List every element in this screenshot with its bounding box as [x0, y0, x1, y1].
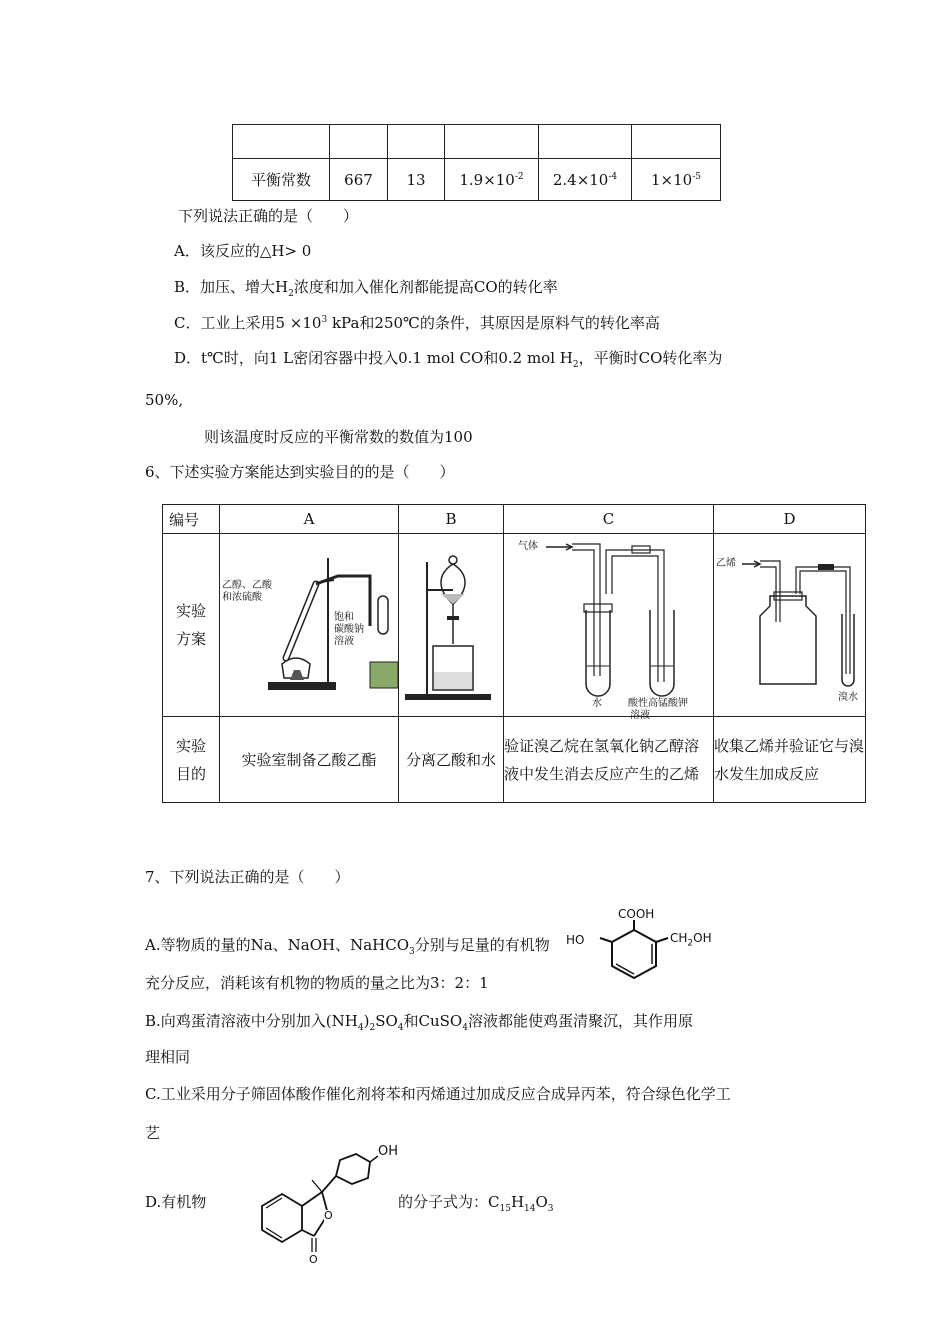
- table-cell: [445, 125, 539, 159]
- fig-a-label: 饱和: [334, 612, 354, 623]
- table-cell: [388, 125, 445, 159]
- q5-option-d-last: 则该温度时反应的平衡常数的数值为100: [204, 428, 473, 446]
- fig-d-label: 乙烯: [716, 558, 736, 569]
- k-value: $2.4\times 10^{-4}$: [539, 159, 632, 201]
- figure-c: [504, 534, 714, 721]
- row-label: 实验方案: [163, 534, 220, 717]
- header-cell: B: [399, 505, 504, 534]
- experiment-table: [162, 504, 866, 803]
- fig-a-label: 和浓硫酸: [222, 592, 262, 603]
- fig-c-label: 气体: [518, 541, 538, 552]
- mol-a-label: $CH_2OH$: [670, 931, 712, 949]
- purpose-b: 分离乙酸和水: [399, 717, 504, 803]
- esterification-apparatus: [220, 534, 398, 712]
- q5-option-d-cont: 50%,: [145, 391, 184, 409]
- header-cell: 编号: [163, 505, 220, 534]
- header-cell: C: [504, 505, 714, 534]
- mol-d-label: OH: [378, 1144, 399, 1159]
- k-value: 667: [330, 159, 388, 201]
- k-value: $1\times 10^{-5}$: [632, 159, 721, 201]
- header-cell: D: [714, 505, 866, 534]
- row-label: 实验目的: [163, 717, 220, 803]
- q5-option-b: B．加压、增大$H_2$浓度和加入催化剂都能提高CO的转化率: [174, 278, 558, 299]
- fig-d-label: 溴水: [838, 692, 858, 703]
- fig-a-label: 碳酸钠: [334, 624, 364, 635]
- fig-a-label: 乙醇、乙酸: [222, 580, 272, 591]
- mol-a-label: COOH: [618, 907, 655, 921]
- purpose-a: 实验室制备乙酸乙酯: [220, 717, 399, 803]
- q7-option-b: B.向鸡蛋清溶液中分别加入$(NH_4)_2SO_4$和CuSO$_4$溶液都能使鸡蛋清聚沉，其作用原: [145, 1012, 693, 1033]
- fig-c-label: 酸性高锰酸钾: [628, 698, 688, 709]
- separatory-funnel-apparatus: [399, 534, 503, 712]
- mol-d-label: O: [309, 1253, 318, 1266]
- table-cell: [632, 125, 721, 159]
- q5-option-d: D．t℃时，向1 L密闭容器中投入0.1 mol CO和0.2 mol $H_2$，平衡时CO转化率为: [174, 349, 723, 370]
- mol-a-label: HO: [566, 933, 585, 947]
- k-value: 13: [388, 159, 445, 201]
- q6-stem: 6、下述实验方案能达到实验目的的是（ ）: [145, 463, 455, 481]
- q7-stem: 7、下列说法正确的是（ ）: [145, 868, 350, 886]
- fig-c-label: 溶液: [630, 710, 650, 721]
- q7-option-c-cont: 艺: [145, 1124, 161, 1142]
- gas-washing-apparatus: [504, 534, 713, 712]
- q7-option-a-cont: 充分反应，消耗该有机物的物质的量之比为3：2：1: [145, 974, 489, 992]
- q7-option-d-formula: 的分子式为：$C_{15}H_{14}O_3$: [398, 1193, 554, 1214]
- q5-option-a: A．该反应的△H> 0: [174, 242, 312, 260]
- q5-stem: 下列说法正确的是（ ）: [178, 207, 359, 225]
- fig-a-label: 溶液: [334, 636, 354, 647]
- gas-collection-apparatus: [714, 534, 865, 712]
- table-cell: [539, 125, 632, 159]
- purpose-d: 收集乙烯并验证它与溴水发生加成反应: [714, 717, 866, 803]
- fig-c-label: 水: [592, 698, 602, 709]
- molecule-d-structure: [232, 1144, 402, 1272]
- q7-option-c: C.工业采用分子筛固体酸作催化剂将苯和丙烯通过加成反应合成异丙苯，符合绿色化学工: [145, 1085, 731, 1103]
- q7-option-b-cont: 理相同: [145, 1048, 191, 1066]
- purpose-c: 验证溴乙烷在氢氧化钠乙醇溶液中发生消去反应产生的乙烯: [504, 717, 714, 803]
- molecule-a-structure: [560, 906, 710, 988]
- table-cell: [233, 125, 330, 159]
- q7-option-d: D.有机物: [145, 1193, 207, 1211]
- q7-option-a: A.等物质的量的Na、NaOH、NaHCO$_3$分别与足量的有机物: [145, 936, 550, 957]
- figure-b: [399, 534, 504, 717]
- equilibrium-table: [232, 124, 721, 201]
- row-label: 平衡常数: [233, 159, 330, 201]
- k-value: $1.9\times 10^{-2}$: [445, 159, 539, 201]
- figure-d: [714, 534, 866, 717]
- q5-option-c: C．工业上采用$5 \times 10^3$ kPa和250℃的条件，其原因是原料气的转化率高: [174, 314, 660, 332]
- header-cell: A: [220, 505, 399, 534]
- figure-a: [220, 534, 399, 717]
- mol-d-label: O: [324, 1209, 333, 1222]
- table-cell: [330, 125, 388, 159]
